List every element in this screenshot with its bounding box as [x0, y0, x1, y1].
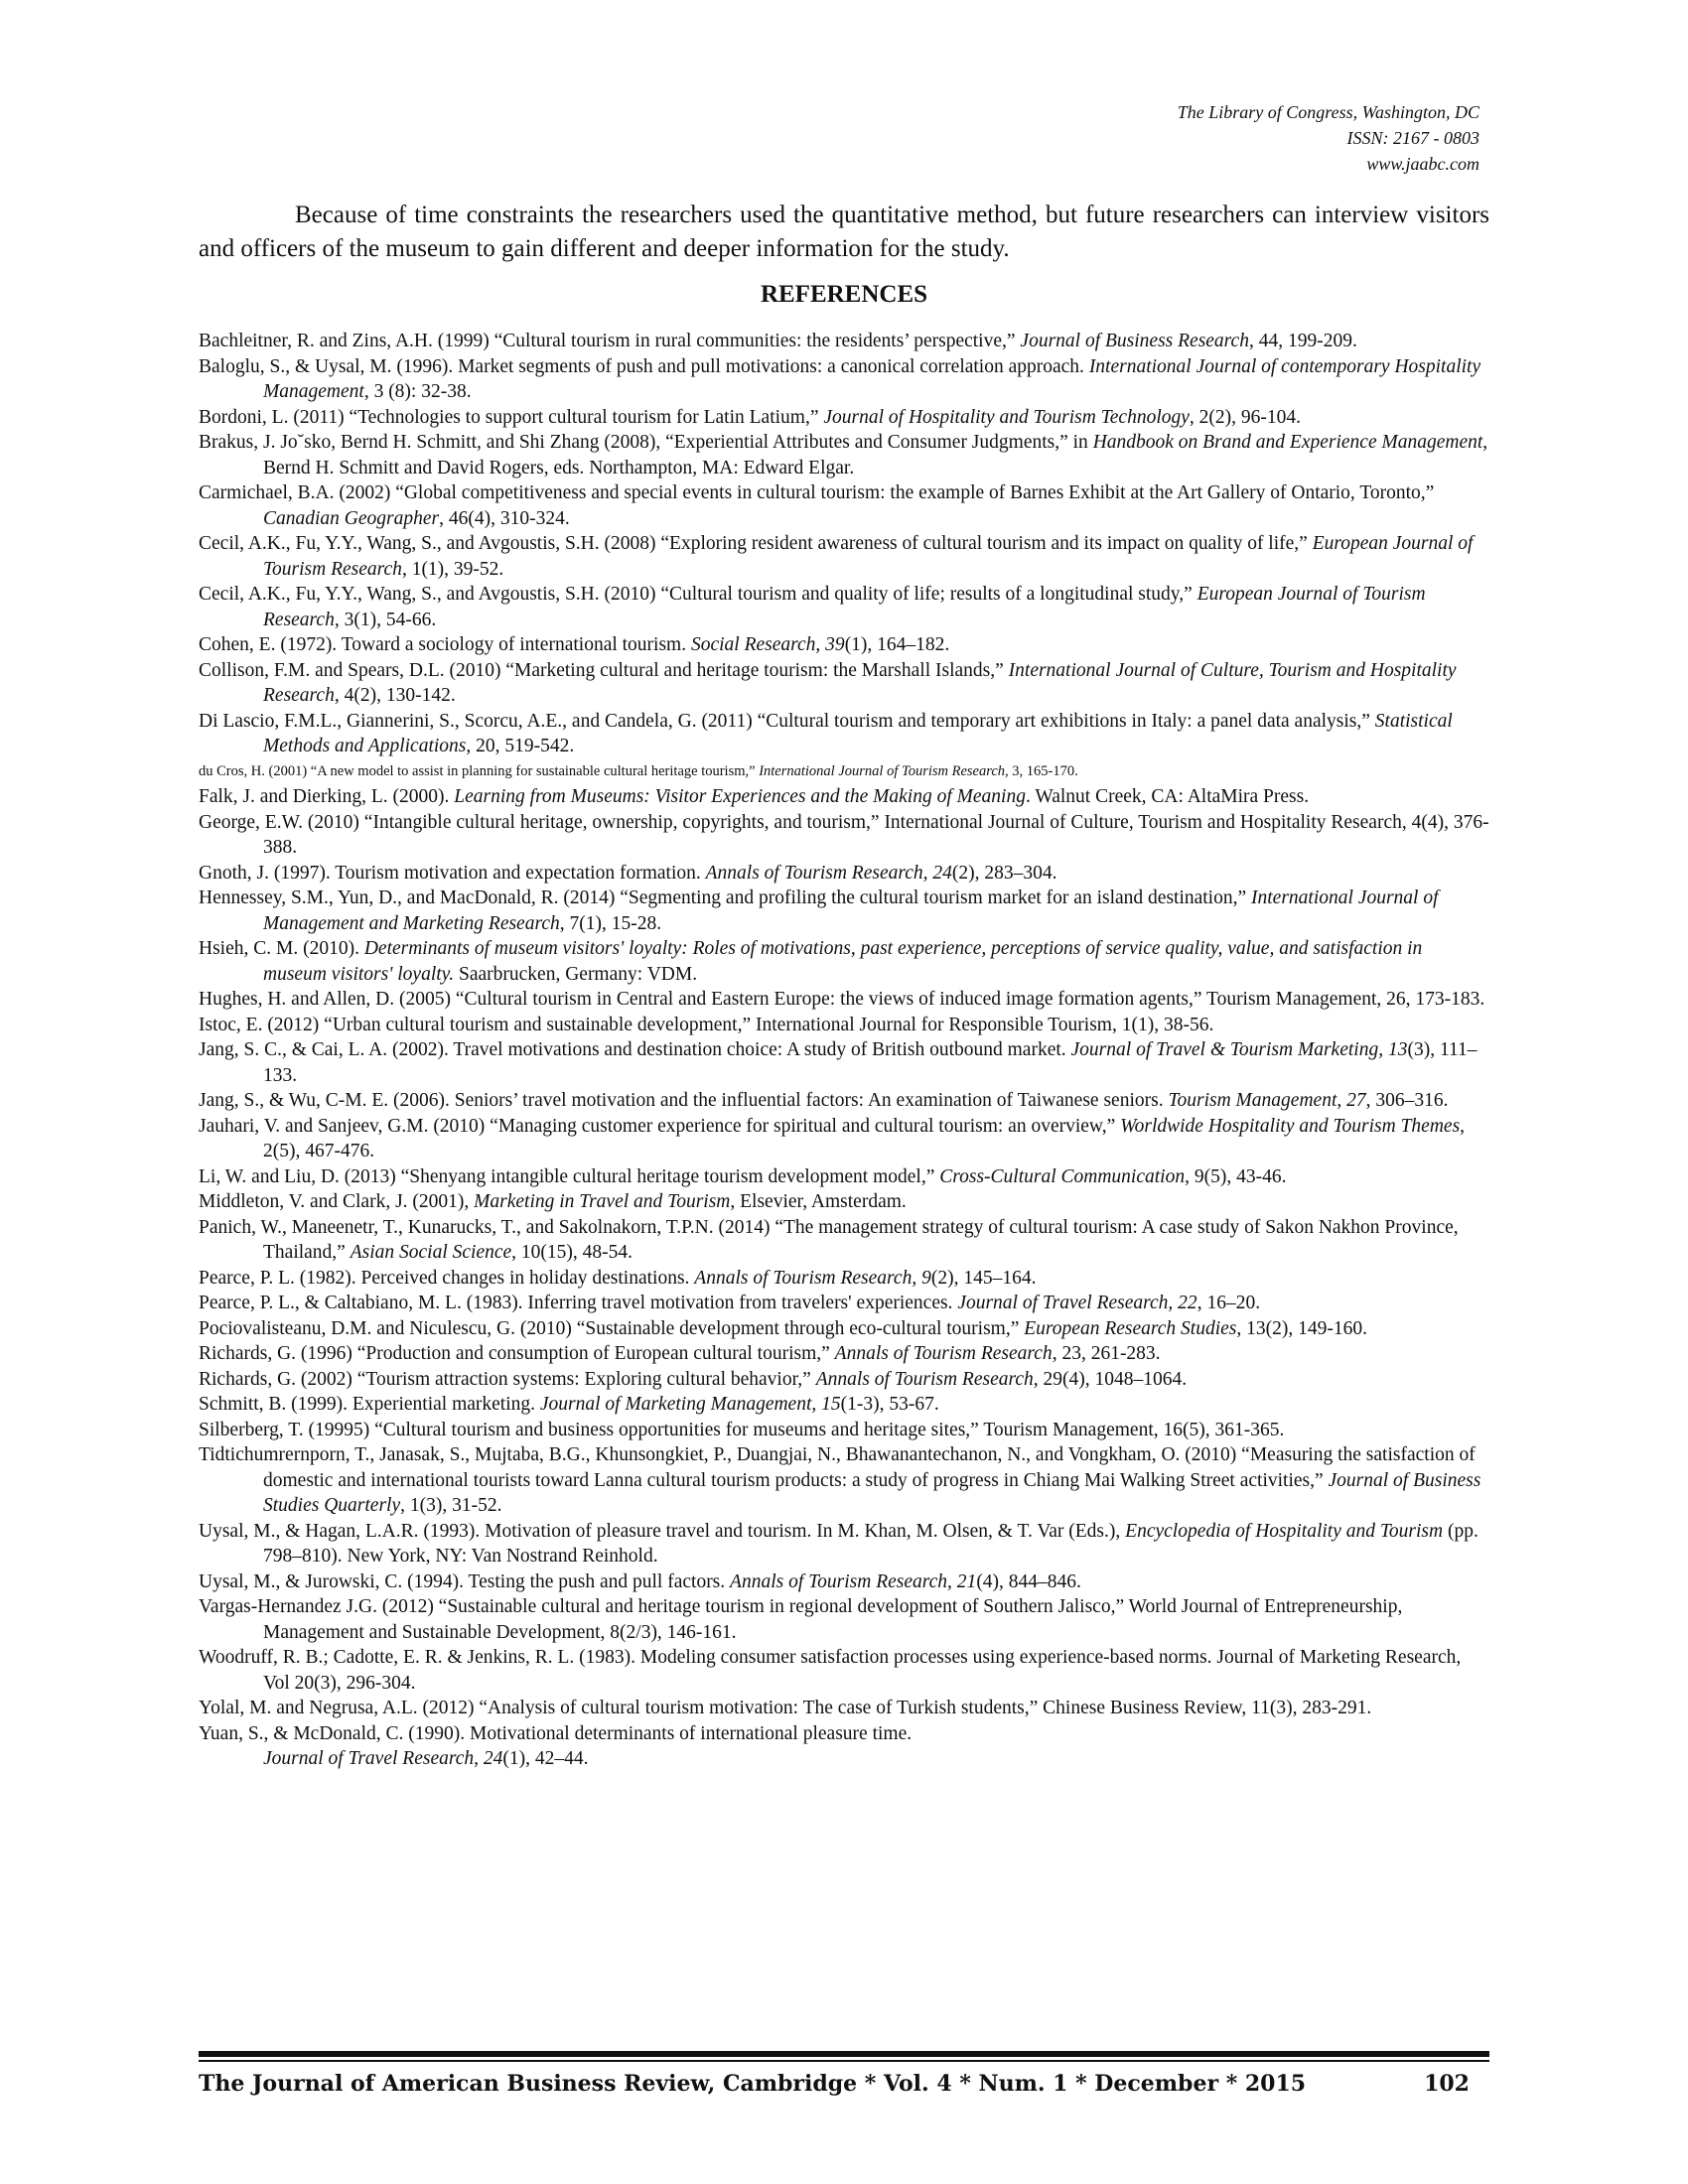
reference-it: Social Research, 39	[690, 634, 845, 655]
reference-pre: Jang, S., & Wu, C-M. E. (2006). Seniors’ travel motivation and the influential factors: An examination of Taiwanese seniors.	[199, 1090, 1169, 1111]
reference-post: , 306–316.	[1365, 1090, 1449, 1111]
header-website: www.jaabc.com	[1366, 154, 1479, 174]
reference-item	[199, 1367, 1489, 1393]
reference-item	[199, 1164, 1489, 1190]
reference-it: Journal of Travel Research, 24	[263, 1748, 503, 1769]
reference-it: Journal of Travel Research, 22	[957, 1293, 1197, 1313]
reference-pre: Cecil, A.K., Fu, Y.Y., Wang, S., and Avgoustis, S.H. (2010) “Cultural tourism and quality of life; results of a longitudinal study,”	[199, 584, 1197, 605]
reference-pre: Jauhari, V. and Sanjeev, G.M. (2010) “Managing customer experience for spiritual and cultural tourism: an overview,”	[199, 1115, 1121, 1137]
header-library: The Library of Congress, Washington, DC	[1177, 102, 1479, 122]
reference-item	[199, 1266, 1489, 1292]
reference-it: Worldwide Hospitality and Tourism Themes,	[1120, 1115, 1466, 1137]
footer-rule-thick	[199, 2051, 1489, 2057]
reference-it: Annals of Tourism Research, 9	[694, 1267, 931, 1289]
reference-pre: Pearce, P. L. (1982). Perceived changes in holiday destinations.	[199, 1267, 695, 1289]
reference-post: (1), 42–44.	[502, 1748, 589, 1769]
reference-item	[199, 1037, 1489, 1088]
reference-item	[199, 1013, 1489, 1038]
reference-item	[199, 1189, 1489, 1215]
reference-post: , 10(15), 48-54.	[511, 1242, 633, 1263]
reference-pre: Istoc, E. (2012) “Urban cultural tourism and sustainable development,” International Journal for Responsible Tourism, 1(1), 38-56.	[199, 1014, 1214, 1035]
reference-pre: Yolal, M. and Negrusa, A.L. (2012) “Analysis of cultural tourism motivation: The case of Turkish students,” Chinese Business Review, 11(3), 283-291.	[199, 1698, 1372, 1718]
references-list	[199, 329, 1489, 1772]
reference-item	[199, 480, 1489, 531]
reference-pre: Hughes, H. and Allen, D. (2005) “Cultural tourism in Central and Eastern Europe: the views of induced image formation agents,” Tourism Management, 26, 173-183.	[199, 989, 1485, 1010]
reference-post: (2), 283–304.	[951, 862, 1057, 884]
reference-pre: Richards, G. (1996) “Production and consumption of European cultural tourism,”	[199, 1343, 835, 1364]
footer-journal: The Journal of American Business Review, Cambridge * Vol. 4 * Num. 1 * December * 2015	[199, 2071, 1307, 2097]
reference-item	[199, 1215, 1489, 1266]
reference-item	[199, 810, 1489, 861]
reference-post: , 3(1), 54-66.	[334, 609, 437, 630]
reference-pre: Carmichael, B.A. (2002) “Global competitiveness and special events in cultural tourism: the example of Barnes Exhibit at the Art Gallery of Ontario, Toronto,”	[199, 482, 1435, 503]
reference-pre: du Cros, H. (2001) “A new model to assist in planning for sustainable cultural heritage tourism,”	[199, 762, 760, 779]
reference-post: , 44, 199-209.	[1248, 331, 1357, 351]
reference-pre: Hennessey, S.M., Yun, D., and MacDonald, R. (2014) “Segmenting and profiling the cultural tourism market for an island destination,”	[199, 887, 1252, 908]
reference-pre: George, E.W. (2010) “Intangible cultural heritage, ownership, copyrights, and tourism,” International Journal of Culture, Tourism and Hospitality Research, 4(4), 376-388.	[199, 811, 1489, 858]
reference-item	[199, 1341, 1489, 1367]
reference-item	[199, 329, 1489, 354]
reference-pre: Pearce, P. L., & Caltabiano, M. L. (1983). Inferring travel motivation from travelers' experiences.	[199, 1293, 958, 1313]
reference-post: (2), 145–164.	[930, 1267, 1037, 1289]
reference-pre: Jang, S. C., & Cai, L. A. (2002). Travel motivations and destination choice: A study of British outbound market.	[199, 1039, 1071, 1060]
reference-post: , 4(2), 130-142.	[334, 685, 456, 706]
reference-item	[199, 1316, 1489, 1342]
reference-item	[199, 1442, 1489, 1519]
reference-item	[199, 1114, 1489, 1164]
reference-it: Determinants of museum visitors' loyalty: Roles of motivations, past experience, perceptions of service quality, value, and satisfaction in museum visitors' loyalty.	[263, 938, 1423, 985]
reference-item	[199, 632, 1489, 658]
reference-item	[199, 1392, 1489, 1418]
reference-it: Encyclopedia of Hospitality and Tourism	[1125, 1520, 1444, 1542]
reference-pre: Silberberg, T. (19995) “Cultural tourism and business opportunities for museums and heritage sites,” Tourism Management, 16(5), 361-365.	[199, 1419, 1285, 1440]
reference-it: International Journal of Management and Marketing Research	[263, 887, 1439, 934]
reference-post: , Elsevier, Amsterdam.	[730, 1191, 907, 1212]
reference-pre: Cecil, A.K., Fu, Y.Y., Wang, S., and Avgoustis, S.H. (2008) “Exploring resident awareness of cultural tourism and its impact on quality of life,”	[199, 533, 1313, 554]
reference-post: , 16–20.	[1196, 1293, 1261, 1313]
reference-item	[199, 1570, 1489, 1595]
reference-pre: Woodruff, R. B.; Cadotte, E. R. & Jenkins, R. L. (1983). Modeling consumer satisfaction processes using experience-based norms. Journal of Marketing Research, Vol 20(3), 296-304.	[199, 1647, 1462, 1694]
reference-pre: Li, W. and Liu, D. (2013) “Shenyang intangible cultural heritage tourism development model,”	[199, 1165, 940, 1187]
footer-rule-thin	[199, 2060, 1489, 2062]
reference-pre: Bordoni, L. (2011) “Technologies to support cultural tourism for Latin Latium,”	[199, 406, 824, 428]
reference-item	[199, 936, 1489, 987]
reference-item	[199, 861, 1489, 887]
reference-pre: Vargas-Hernandez J.G. (2012) “Sustainable cultural and heritage tourism in regional development of Southern Jalisco,” World Journal of Entrepreneurship, Management and Sustainable Development, 8(2/3), 146-161.	[199, 1596, 1403, 1643]
reference-item	[199, 1746, 1489, 1772]
reference-item	[199, 658, 1489, 709]
reference-post: (pp. 798–810). New York, NY: Van Nostrand Reinhold.	[263, 1520, 1478, 1567]
reference-pre: Richards, G. (2002) “Tourism attraction systems: Exploring cultural behavior,”	[199, 1368, 816, 1390]
reference-item	[199, 354, 1489, 405]
reference-post: . Walnut Creek, CA: AltaMira Press.	[1025, 786, 1310, 807]
reference-post: , 46(4), 310-324.	[439, 507, 570, 529]
reference-it: Annals of Tourism Research	[834, 1343, 1053, 1364]
reference-it: European Journal of Tourism Research	[263, 533, 1474, 580]
reference-item	[199, 430, 1489, 480]
reference-item	[199, 531, 1489, 582]
reference-post: (3), 111–133.	[263, 1039, 1477, 1086]
reference-pre: Yuan, S., & McDonald, C. (1990). Motivational determinants of international pleasure time.	[199, 1722, 913, 1744]
reference-pre: Uysal, M., & Jurowski, C. (1994). Testing the push and pull factors.	[199, 1570, 731, 1592]
reference-item	[199, 886, 1489, 936]
reference-pre: Hsieh, C. M. (2010).	[199, 938, 364, 959]
reference-pre: Schmitt, B. (1999). Experiential marketing.	[199, 1394, 540, 1415]
reference-it: Marketing in Travel and Tourism	[474, 1191, 731, 1212]
reference-pre: Collison, F.M. and Spears, D.L. (2010) “Marketing cultural and heritage tourism: the Marshall Islands,”	[199, 659, 1009, 681]
reference-item	[199, 1418, 1489, 1443]
reference-item	[199, 1696, 1489, 1721]
reference-it: Statistical Methods and Applications	[263, 710, 1453, 756]
reference-post: , 3 (8): 32-38.	[363, 381, 472, 402]
reference-post: 2(5), 467-476.	[263, 1141, 375, 1161]
page-header	[1178, 99, 1479, 177]
reference-it: European Research Studies	[1024, 1317, 1237, 1339]
reference-it: Annals of Tourism Research, 24	[705, 862, 952, 884]
reference-pre: Tidtichumrernporn, T., Janasak, S., Mujtaba, B.G., Khunsongkiet, P., Duangjai, N., Bhawanantechanon, N., and Vongkham, O. (2010) “Measuring the satisfaction of domestic and international tourists toward Lanna cultural tourism products: a study of progress in Chiang Mai Walking Street activities,”	[199, 1444, 1476, 1491]
reference-item	[199, 709, 1489, 759]
reference-post: , 20, 519-542.	[466, 736, 575, 756]
reference-post: , 23, 261-283.	[1052, 1343, 1161, 1364]
reference-post: (4), 844–846.	[976, 1570, 1081, 1592]
reference-item	[199, 1721, 1489, 1747]
reference-item	[199, 1088, 1489, 1114]
reference-post: Saarbrucken, Germany: VDM.	[454, 963, 698, 985]
reference-it: International Journal of Tourism Research	[759, 762, 1006, 779]
reference-item	[199, 759, 1489, 785]
reference-pre: Middleton, V. and Clark, J. (2001),	[199, 1191, 475, 1212]
reference-pre: Pociovalisteanu, D.M. and Niculescu, G. (2010) “Sustainable development through eco-cultural tourism,”	[199, 1317, 1025, 1339]
reference-item	[199, 1594, 1489, 1645]
reference-pre: Panich, W., Maneenetr, T., Kunarucks, T., and Sakolnakorn, T.P.N. (2014) “The management strategy of cultural tourism: A case study of Sakon Nakhon Province, Thailand,”	[199, 1216, 1459, 1263]
reference-post: , 13(2), 149-160.	[1236, 1317, 1367, 1339]
reference-pre: Bachleitner, R. and Zins, A.H. (1999) “Cultural tourism in rural communities: the residents’ perspective,”	[199, 331, 1021, 351]
reference-it: Annals of Tourism Research	[815, 1368, 1034, 1390]
header-issn: ISSN: 2167 - 0803	[1346, 128, 1479, 148]
reference-post: , 1(1), 39-52.	[401, 558, 504, 580]
reference-post: , 2(2), 96-104.	[1189, 406, 1302, 428]
reference-pre: Cohen, E. (1972). Toward a sociology of international tourism.	[199, 634, 691, 655]
reference-item	[199, 987, 1489, 1013]
reference-it: Canadian Geographer	[263, 507, 440, 529]
reference-item	[199, 1519, 1489, 1570]
reference-item	[199, 582, 1489, 632]
reference-post: , 1(3), 31-52.	[400, 1495, 502, 1516]
reference-post: , Bernd H. Schmitt and David Rogers, eds. Northampton, MA: Edward Elgar.	[263, 432, 1488, 478]
references-heading: REFERENCES	[760, 281, 928, 308]
reference-post: , 9(5), 43-46.	[1185, 1165, 1287, 1187]
reference-it: Journal of Business Research	[1020, 331, 1249, 351]
reference-post: , 7(1), 15-28.	[559, 912, 662, 934]
reference-pre: Di Lascio, F.M.L., Giannerini, S., Scorcu, A.E., and Candela, G. (2011) “Cultural tourism and temporary art exhibitions in Italy: a panel data analysis,”	[199, 710, 1375, 732]
reference-it: Journal of Business Studies Quarterly	[263, 1469, 1481, 1516]
reference-it: Learning from Museums: Visitor Experiences and the Making of Meaning	[454, 786, 1026, 807]
reference-item	[199, 784, 1489, 810]
reference-item	[199, 1645, 1489, 1696]
reference-it: International Journal of contemporary Hospitality Management	[263, 355, 1481, 402]
reference-it: Journal of Marketing Management, 15	[539, 1394, 841, 1415]
reference-it: Journal of Hospitality and Tourism Technology	[823, 406, 1190, 428]
reference-post: , 29(4), 1048–1064.	[1033, 1368, 1188, 1390]
reference-it: International Journal of Culture, Tourism and Hospitality Research	[263, 659, 1457, 706]
reference-it: Handbook on Brand and Experience Management	[1092, 432, 1483, 453]
reference-post: , 3, 165-170.	[1005, 762, 1078, 779]
reference-it: European Journal of Tourism Research	[263, 584, 1426, 630]
reference-pre: Baloglu, S., & Uysal, M. (1996). Market segments of push and pull motivations: a canonical correlation approach.	[199, 355, 1089, 377]
reference-post: (1-3), 53-67.	[840, 1394, 939, 1415]
reference-pre: Uysal, M., & Hagan, L.A.R. (1993). Motivation of pleasure travel and tourism. In M. Khan, M. Olsen, & T. Var (Eds.),	[199, 1520, 1126, 1542]
reference-it: Tourism Management, 27	[1168, 1090, 1366, 1111]
intro-paragraph: Because of time constraints the researchers used the quantitative method, but future researchers can interview visitors and officers of the museum to gain different and deeper information for the study.	[199, 202, 1489, 262]
reference-it: Journal of Travel & Tourism Marketing, 13	[1070, 1039, 1408, 1060]
reference-item	[199, 405, 1489, 431]
reference-pre: Brakus, J. Jo˘sko, Bernd H. Schmitt, and Shi Zhang (2008), “Experiential Attributes and Consumer Judgments,” in	[199, 432, 1093, 453]
page-number: 102	[1424, 2071, 1470, 2097]
reference-pre: Falk, J. and Dierking, L. (2000).	[199, 786, 455, 807]
reference-it: Cross-Cultural Communication	[939, 1165, 1186, 1187]
reference-pre: Gnoth, J. (1997). Tourism motivation and expectation formation.	[199, 862, 706, 884]
reference-post: (1), 164–182.	[844, 634, 950, 655]
reference-item	[199, 1291, 1489, 1316]
reference-it: Asian Social Science	[350, 1242, 512, 1263]
reference-it: Annals of Tourism Research, 21	[730, 1570, 977, 1592]
